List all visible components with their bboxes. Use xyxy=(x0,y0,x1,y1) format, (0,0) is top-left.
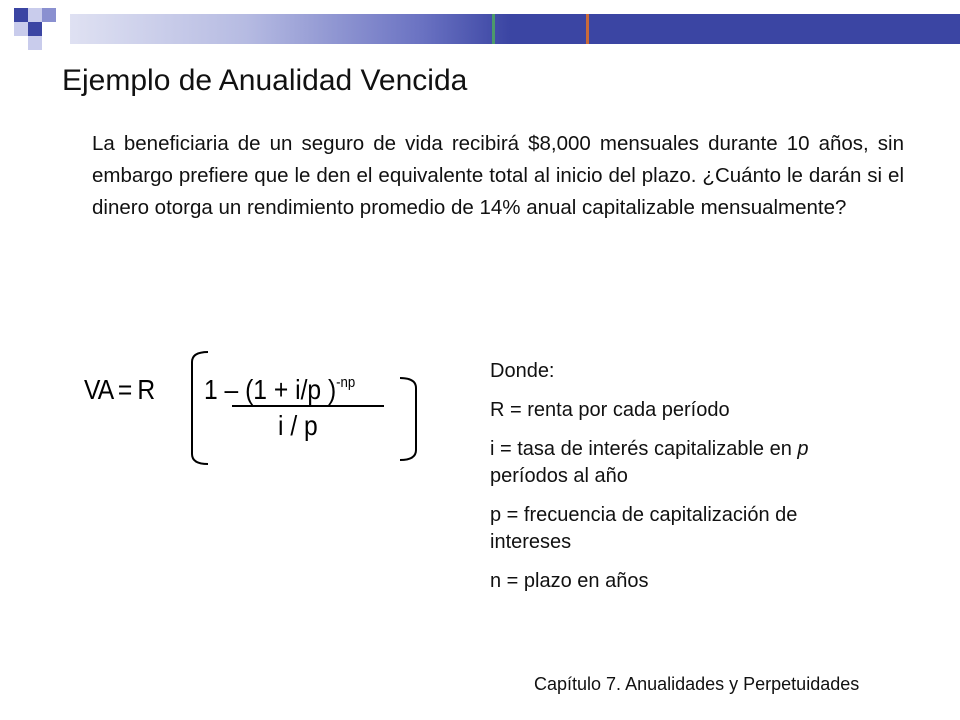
formula-numerator-text: 1 – (1 + i/p ) xyxy=(204,374,337,405)
formula-exponent: -np xyxy=(336,374,356,391)
definition-i-var: p xyxy=(797,438,809,460)
definition-i xyxy=(490,436,870,490)
variable-definitions xyxy=(490,358,870,607)
corner-square-dark xyxy=(14,8,28,22)
definition-i-prefix: i = tasa de interés capitalizable en xyxy=(490,438,798,460)
definition-r: R = renta por cada período xyxy=(490,399,730,421)
fraction-line xyxy=(232,405,384,407)
formula-numerator xyxy=(204,374,355,406)
corner-square-mid xyxy=(42,8,56,22)
right-bracket xyxy=(394,374,424,464)
problem-statement: La beneficiaria de un seguro de vida recibirá $8,000 mensuales durante 10 años, sin embargo prefiere que le den el equivalente total al inicio del plazo. ¿Cuánto le darán si el dinero otorga un rendimiento promedio de 14% anual capitalizable mensualmente? xyxy=(92,132,904,219)
corner-square-light-3 xyxy=(28,36,42,50)
corner-square-light-2 xyxy=(14,22,28,36)
slide-title: Ejemplo de Anualidad Vencida xyxy=(62,64,468,97)
corner-square-light xyxy=(28,8,42,22)
definition-p: p = frecuencia de capitalización de intereses xyxy=(490,504,798,553)
corner-square-dark-2 xyxy=(28,22,42,36)
definition-i-suffix: períodos al año xyxy=(490,465,628,487)
definition-n: n = plazo en años xyxy=(490,570,649,592)
left-bracket xyxy=(184,348,214,468)
formula-denominator: i / p xyxy=(278,410,318,441)
formula-lhs: VA = R xyxy=(84,374,155,405)
chapter-footer: Capítulo 7. Anualidades y Perpetuidades xyxy=(534,674,860,694)
annuity-formula xyxy=(84,348,424,468)
header-tick-orange xyxy=(586,14,589,44)
header-tick-green xyxy=(492,14,495,44)
header-bar-gradient xyxy=(70,14,510,44)
definitions-heading: Donde: xyxy=(490,360,555,382)
